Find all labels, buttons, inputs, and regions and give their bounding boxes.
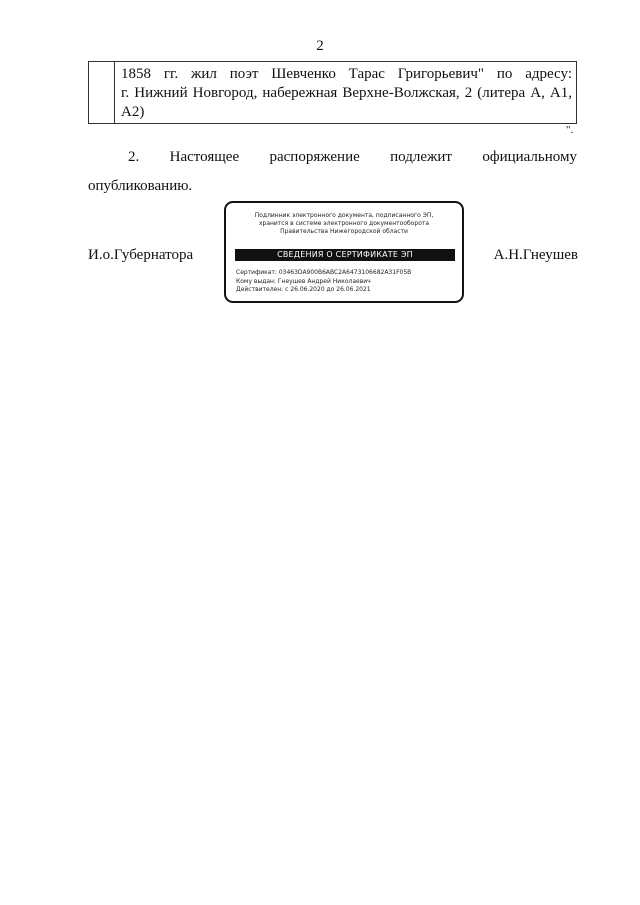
stamp-header-line: Правительства Нижегородской области <box>280 228 408 235</box>
stamp-header-line: Подлинник электронного документа, подписанного ЭП, <box>254 212 434 219</box>
signatory-name: А.Н.Гнеушев <box>493 247 578 263</box>
table-cell-line: г. Нижний Новгород, набережная Верхне-Волжская, 2 (литера А, А1, <box>121 85 572 101</box>
table-fragment <box>88 61 577 124</box>
paragraph-line: опубликованию. <box>88 178 193 194</box>
table-cell-line: А2) <box>121 104 145 120</box>
stamp-details <box>236 269 411 295</box>
stamp-certificate-bar: СВЕДЕНИЯ О СЕРТИФИКАТЕ ЭП <box>235 249 455 261</box>
page-number: 2 <box>316 38 324 54</box>
signatory-title: И.о.Губернатора <box>88 247 194 263</box>
stamp-validity: Действителен: с 26.06.2020 до 26.06.2021 <box>236 286 371 293</box>
stamp-issued-to: Кому выдан: Гнеушев Андрей Николаевич <box>236 277 371 285</box>
paragraph-line: 2. Настоящее распоряжение подлежит официальному <box>128 149 577 165</box>
table-cell-line: 1858 гг. жил поэт Шевченко Тарас Григорьевич" по адресу: <box>121 66 572 82</box>
stamp-header-line: хранится в системе электронного документооборота <box>258 220 430 227</box>
table-cell-text <box>121 65 572 122</box>
paragraph-item-2 <box>88 143 577 201</box>
stamp-certificate-number: Сертификат: 03463DA900B6ABC2A6473106682A31F05B <box>236 269 412 276</box>
stamp-header <box>226 212 462 236</box>
table-left-column <box>89 62 115 123</box>
electronic-signature-stamp <box>224 201 464 303</box>
closing-quote: ". <box>566 124 574 136</box>
